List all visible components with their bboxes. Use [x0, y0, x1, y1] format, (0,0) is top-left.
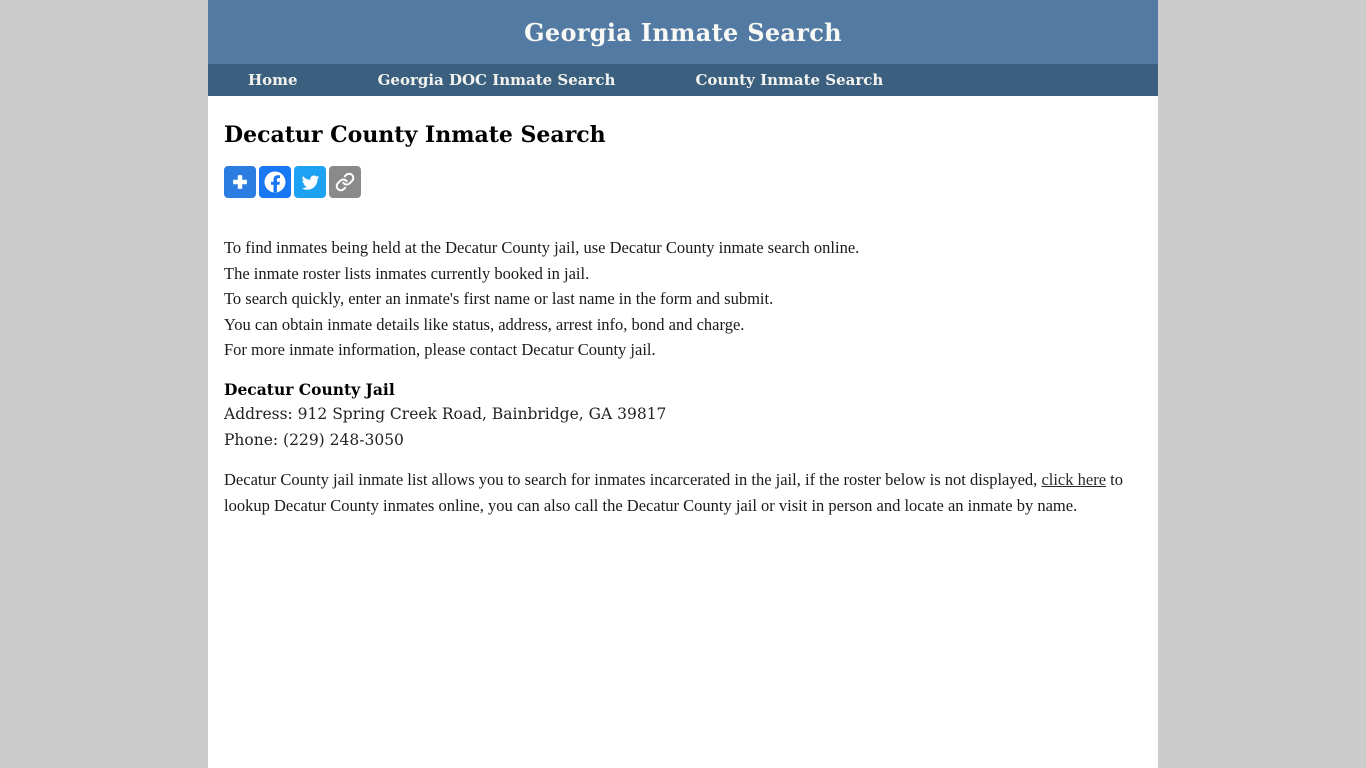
outro-paragraph	[224, 467, 1142, 518]
outro-text-after: to lookup Decatur County inmates online, you can also call the Decatur County jail or visit in person and locate an inmate by name.	[224, 470, 1123, 515]
intro-line: You can obtain inmate details like status, address, arrest info, bond and charge.	[224, 314, 745, 334]
intro-line: To search quickly, enter an inmate's first name or last name in the form and submit.	[224, 289, 774, 308]
facebook-share-button[interactable]	[259, 166, 291, 198]
nav-item-georgia-doc-inmate-search[interactable]: Georgia DOC Inmate Search	[377, 71, 616, 89]
site-header	[208, 0, 1158, 64]
main-content	[208, 96, 1158, 558]
intro-line: The inmate roster lists inmates currently booked in jail.	[224, 263, 590, 283]
facebook-icon	[259, 166, 291, 198]
page-title: Decatur County Inmate Search	[224, 122, 606, 148]
page-container	[208, 0, 1158, 768]
copy-link-button[interactable]	[329, 166, 361, 198]
main-nav	[208, 64, 1158, 96]
nav-item-home[interactable]: Home	[248, 71, 298, 89]
share-button[interactable]	[224, 166, 256, 198]
share-buttons-row	[224, 166, 1142, 198]
nav-item-county-inmate-search[interactable]: County Inmate Search	[695, 71, 884, 89]
jail-phone: Phone: (229) 248-3050	[224, 430, 404, 449]
outro-text-before: Decatur County jail inmate list allows you to search for inmates incarcerated in the jail, if the roster below is not displayed,	[224, 470, 1042, 489]
intro-line: For more inmate information, please contact Decatur County jail.	[224, 340, 656, 359]
twitter-icon	[300, 172, 321, 193]
intro-line: To find inmates being held at the Decatur County jail, use Decatur County inmate search online.	[224, 238, 860, 257]
intro-paragraph	[224, 235, 1142, 363]
link-icon	[335, 172, 355, 192]
site-title: Georgia Inmate Search	[524, 17, 842, 47]
click-here-link[interactable]: click here	[1041, 470, 1107, 489]
plus-share-icon	[229, 171, 251, 193]
jail-info	[224, 377, 1142, 454]
jail-name: Decatur County Jail	[224, 379, 395, 399]
jail-address: Address: 912 Spring Creek Road, Bainbridge, GA 39817	[224, 405, 667, 423]
twitter-share-button[interactable]	[294, 166, 326, 198]
